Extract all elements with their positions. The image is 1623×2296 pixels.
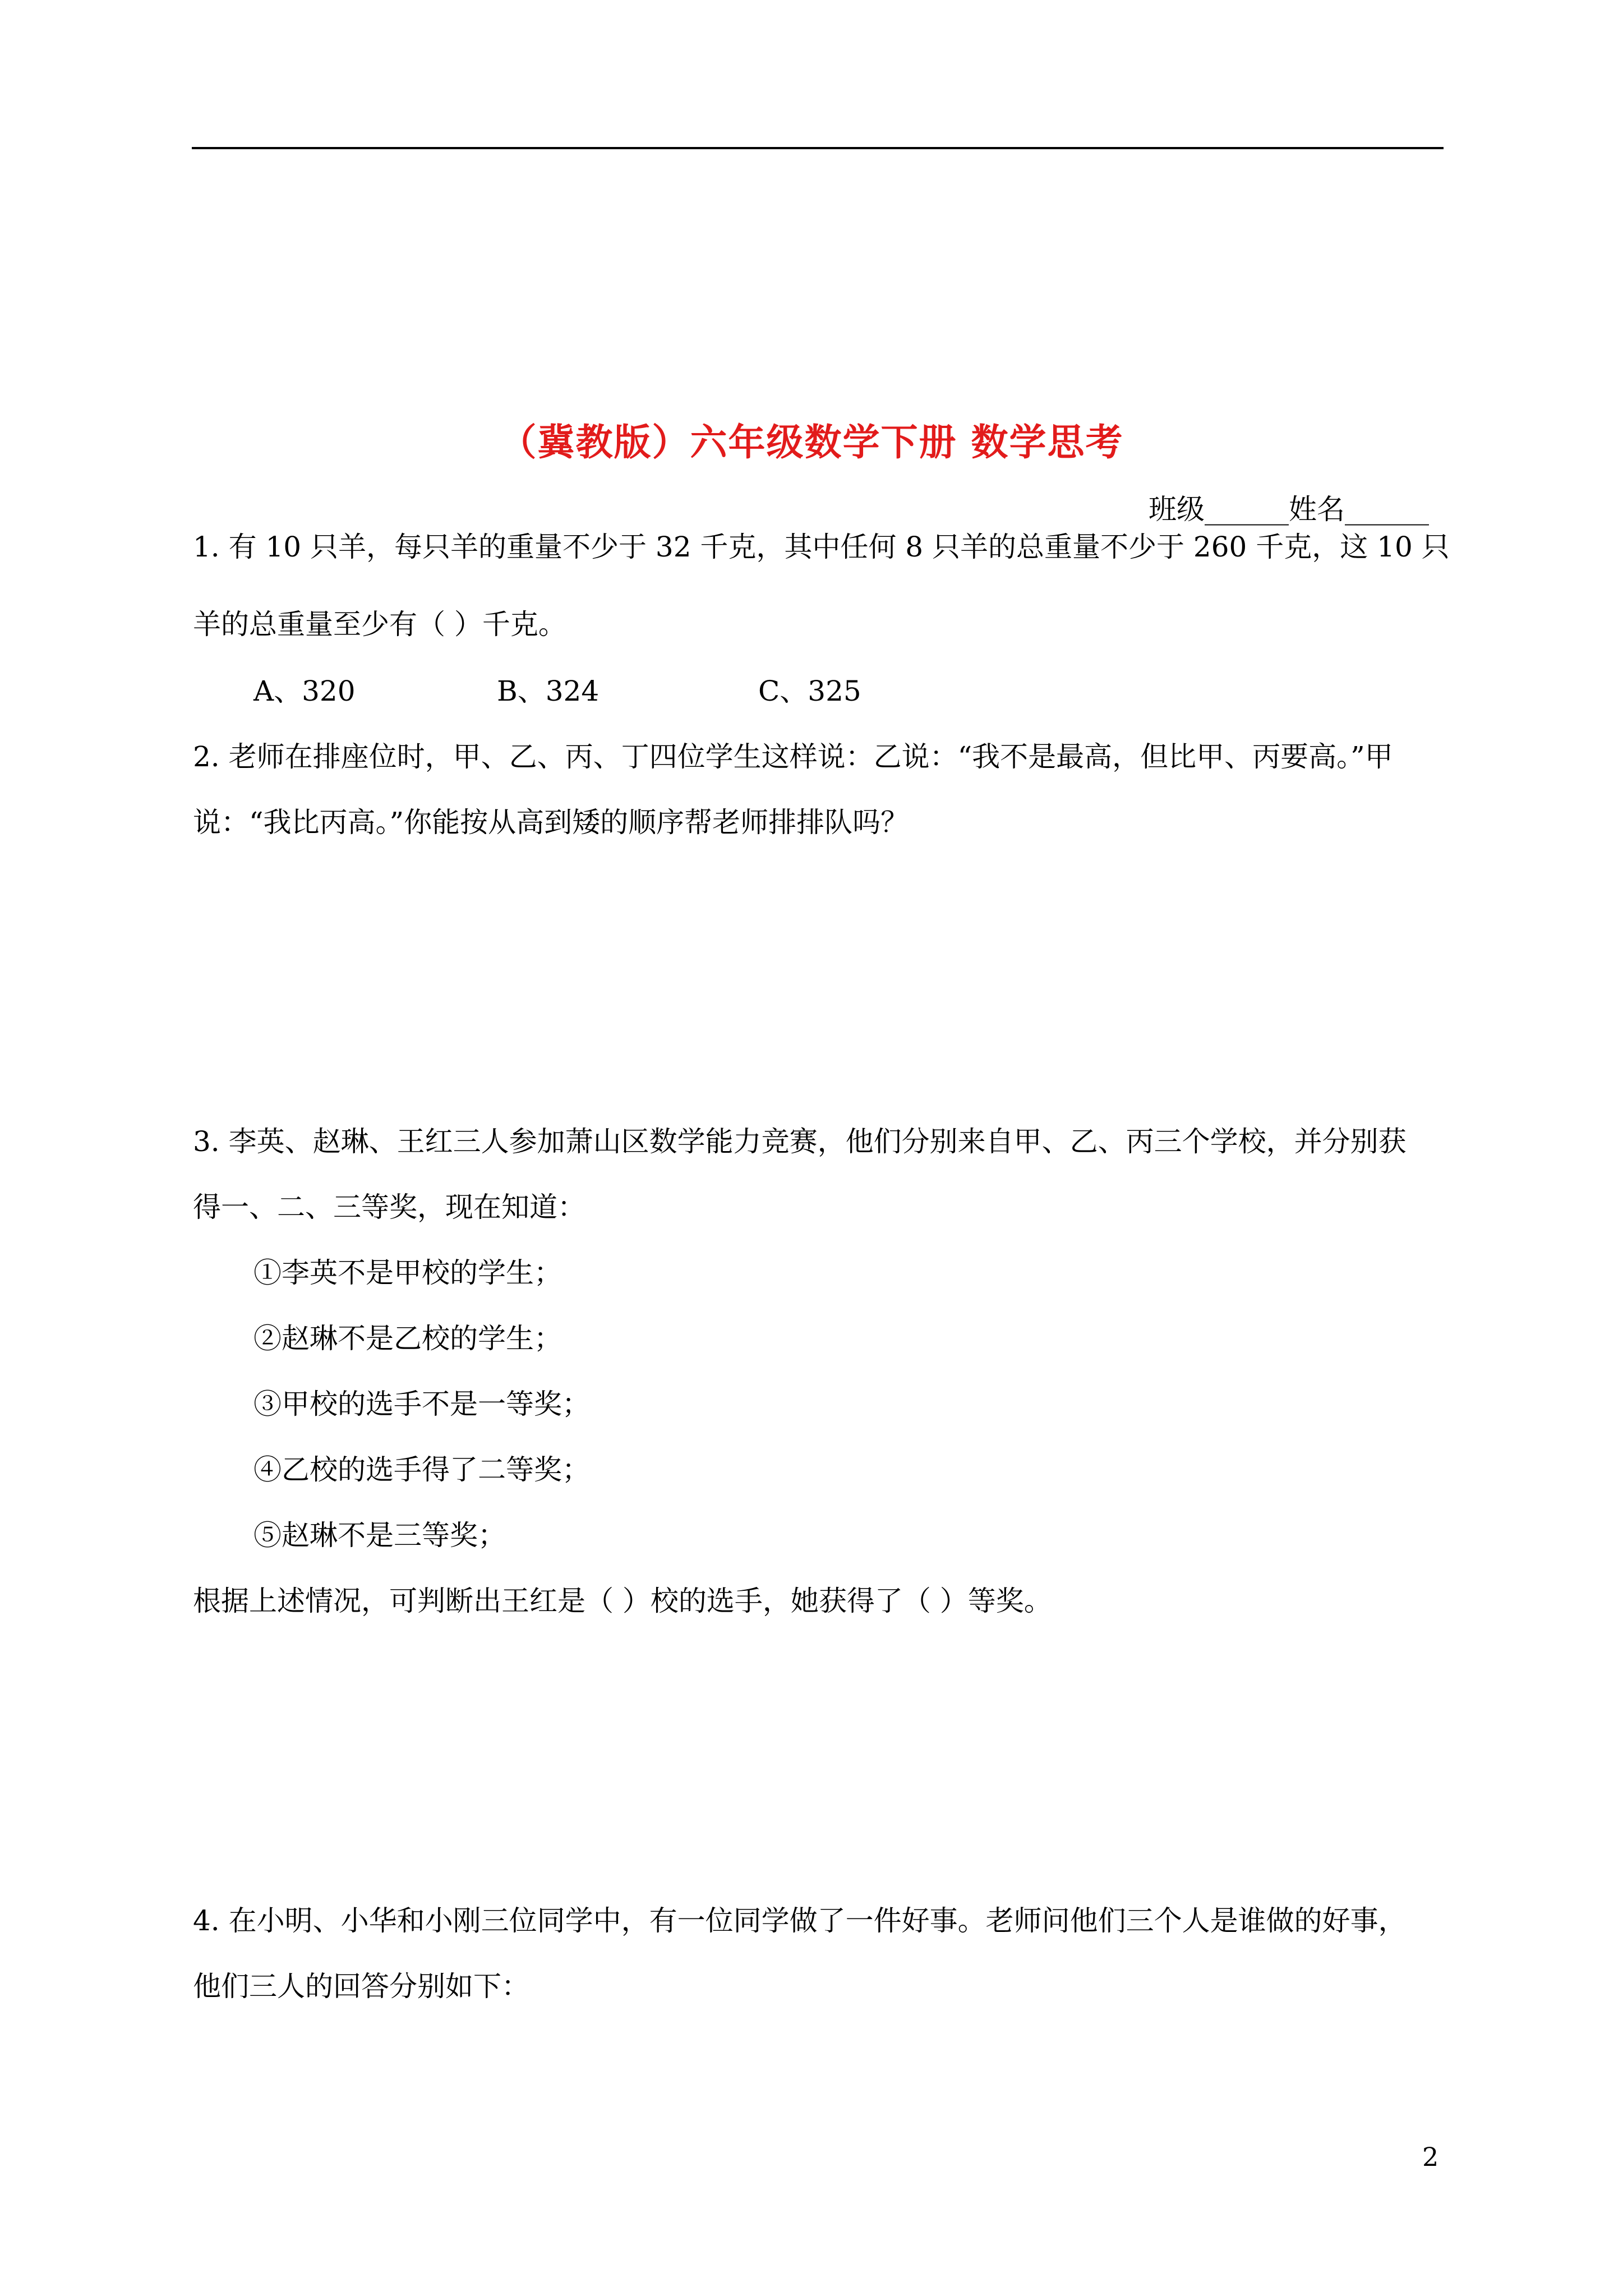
question-3-condition-5: ⑤赵琳不是三等奖； [253, 1519, 506, 1552]
question-1-option-b: B、324 [497, 675, 600, 707]
header-rule [192, 147, 1444, 149]
question-4-line-1: 4. 在小明、小华和小刚三位同学中，有一位同学做了一件好事。老师问他们三个人是谁做的好事， [193, 1904, 1407, 1937]
question-3-condition-1: ①李英不是甲校的学生； [253, 1257, 562, 1289]
question-2-line-1: 2. 老师在排座位时，甲、乙、丙、丁四位学生这样说：乙说：“我不是最高，但比甲、丙要高。”甲 [193, 740, 1393, 773]
question-1-line-1: 1. 有 10 只羊，每只羊的重量不少于 32 千克，其中任何 8 只羊的总重量不少于 260 千克，这 10 只 [193, 531, 1450, 563]
question-3-line-1: 3. 李英、赵琳、王红三人参加萧山区数学能力竞赛，他们分别来自甲、乙、丙三个学校，并分别获 [193, 1125, 1407, 1158]
class-name-line: 班级______姓名______ [1149, 493, 1429, 526]
question-3-condition-4: ④乙校的选手得了二等奖； [253, 1453, 590, 1486]
question-1-option-c: C、325 [758, 675, 861, 707]
question-3-conclusion: 根据上述情况，可判断出王红是（ ）校的选手，她获得了（ ）等奖。 [193, 1585, 1052, 1617]
question-3-line-2: 得一、二、三等奖，现在知道： [193, 1191, 585, 1223]
question-4-line-2: 他们三人的回答分别如下： [193, 1970, 529, 2003]
question-2-line-2: 说：“我比丙高。”你能按从高到矮的顺序帮老师排排队吗？ [193, 806, 909, 839]
question-3-condition-3: ③甲校的选手不是一等奖； [253, 1388, 590, 1420]
page-title: （冀教版）六年级数学下册 数学思考 [499, 420, 1124, 464]
question-1-line-2: 羊的总重量至少有（ ）千克。 [193, 608, 566, 641]
question-3-condition-2: ②赵琳不是乙校的学生； [253, 1322, 562, 1355]
page-number: 2 [1422, 2142, 1439, 2172]
question-1-option-a: A、320 [253, 675, 356, 707]
